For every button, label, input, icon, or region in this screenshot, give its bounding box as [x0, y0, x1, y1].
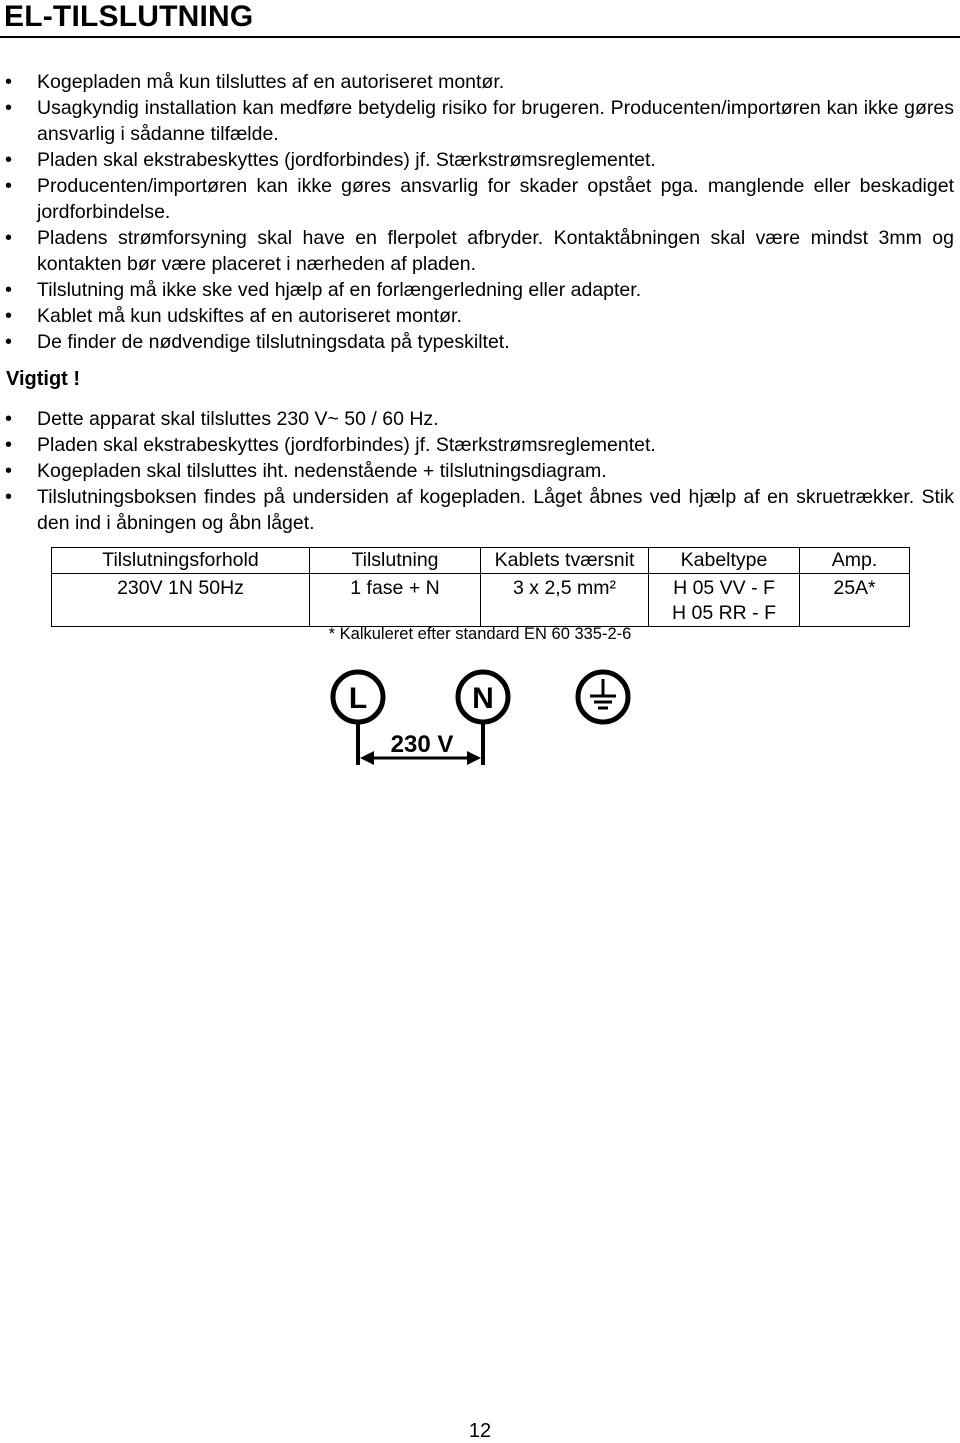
- footnote: [0, 625, 960, 644]
- terminal-label: L: [348, 682, 368, 715]
- table-header-cell: Kablets tværsnit: [481, 548, 649, 574]
- bullet-icon: •: [5, 279, 13, 301]
- important-heading: Vigtigt !: [6, 368, 81, 390]
- bullet-icon: •: [5, 331, 13, 353]
- list-item: [0, 277, 960, 303]
- arrow-head-left: [360, 751, 374, 765]
- list-item-text: Pladen skal ekstrabeskyttes (jordforbindes) jf. Stærkstrømsreglementet.: [37, 434, 656, 456]
- earth-ground-icon: [578, 672, 628, 722]
- bullet-icon: •: [5, 460, 13, 482]
- arrow-head-right: [467, 751, 481, 765]
- list-item: [0, 458, 960, 484]
- table-header-row: [52, 548, 910, 574]
- safety-list: [0, 69, 960, 355]
- list-item: [0, 225, 960, 277]
- bullet-icon: •: [5, 434, 13, 456]
- kabeltype-line: H 05 RR - F: [671, 602, 776, 624]
- table-cell-kabeltype: [649, 574, 800, 627]
- list-item-text: Tilslutning må ikke ske ved hjælp af en forlængerledning eller adapter.: [37, 279, 642, 301]
- list-item: [0, 303, 960, 329]
- list-item-text: Dette apparat skal tilsluttes 230 V~ 50 / 60 Hz.: [37, 408, 439, 430]
- table-cell: 1 fase + N: [310, 574, 481, 627]
- bullet-icon: •: [5, 408, 13, 430]
- list-item: [0, 95, 960, 147]
- kabeltype-line: H 05 VV - F: [673, 577, 775, 599]
- list-item: [0, 406, 960, 432]
- table-header-cell: Kabeltype: [649, 548, 800, 574]
- bullet-icon: •: [5, 149, 13, 171]
- list-item: [0, 173, 960, 225]
- footnote-text: * Kalkuleret efter standard EN 60 335-2-6: [328, 625, 632, 643]
- page-title: EL-TILSLUTNING: [4, 0, 254, 33]
- voltage-arrow: [360, 729, 481, 765]
- list-item-text: Tilslutningsboksen findes på undersiden af kogepladen. Låget åbnes ved hjælp af en skruetrækker. Stik den ind i åbningen og åbn låget.: [37, 486, 954, 534]
- bullet-icon: •: [5, 97, 13, 119]
- table-cell: 3 x 2,5 mm²: [481, 574, 649, 627]
- table-row: [52, 574, 910, 627]
- terminal-N: [458, 672, 508, 765]
- list-item-text: Pladens strømforsyning skal have en flerpolet afbryder. Kontaktåbningen skal være mindst 3mm og kontakten bør være placeret i nærheden af pladen.: [37, 227, 954, 275]
- page-number: 12: [468, 1420, 492, 1442]
- terminal-L: [333, 672, 383, 765]
- list-item-text: Kablet må kun udskiftes af en autoriseret montør.: [37, 305, 462, 327]
- list-item: [0, 329, 960, 355]
- title-rule: [0, 36, 960, 38]
- list-item-text: Pladen skal ekstrabeskyttes (jordforbindes) jf. Stærkstrømsreglementet.: [37, 149, 656, 171]
- bullet-icon: •: [5, 227, 13, 249]
- bullet-icon: •: [5, 175, 13, 197]
- bullet-icon: •: [5, 486, 13, 508]
- list-item: [0, 484, 960, 536]
- connection-diagram: [320, 665, 640, 775]
- table-cell: 230V 1N 50Hz: [52, 574, 310, 627]
- connection-spec-table: [51, 547, 910, 627]
- table-cell: 25A*: [800, 574, 910, 627]
- table-header-cell: Amp.: [800, 548, 910, 574]
- bullet-icon: •: [5, 71, 13, 93]
- terminal-label: N: [472, 682, 494, 715]
- connection-list: [0, 406, 960, 536]
- table-header-cell: Tilslutning: [310, 548, 481, 574]
- list-item-text: Usagkyndig installation kan medføre betydelig risiko for brugeren. Producenten/importøren kan ikke gøres ansvarlig i sådanne tilfælde.: [37, 97, 954, 145]
- table-header-cell: Tilslutningsforhold: [52, 548, 310, 574]
- list-item: [0, 147, 960, 173]
- list-item: [0, 432, 960, 458]
- voltage-label: 230 V: [390, 731, 454, 758]
- list-item-text: Kogepladen skal tilsluttes iht. nedenstående + tilslutningsdiagram.: [37, 460, 607, 482]
- list-item-text: Producenten/importøren kan ikke gøres ansvarlig for skader opstået pga. manglende eller beskadiget jordforbindelse.: [37, 175, 954, 223]
- list-item-text: Kogepladen må kun tilsluttes af en autoriseret montør.: [37, 71, 505, 93]
- list-item-text: De finder de nødvendige tilslutningsdata på typeskiltet.: [37, 331, 510, 353]
- bullet-icon: •: [5, 305, 13, 327]
- list-item: [0, 69, 960, 95]
